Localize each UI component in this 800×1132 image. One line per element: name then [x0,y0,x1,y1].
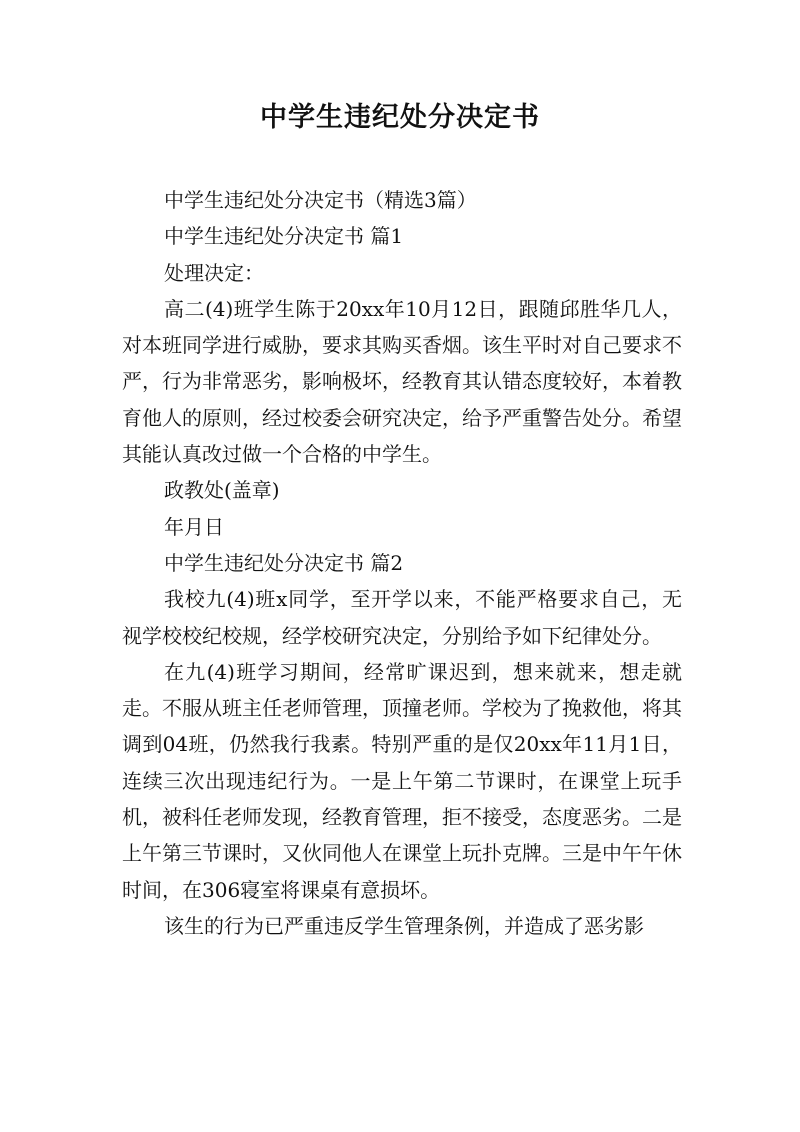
paragraph-section-1-body: 高二(4)班学生陈于20xx年10月12日，跟随邱胜华几人，对本班同学进行威胁，要求其购买香烟。该生平时对自己要求不严，行为非常恶劣，影响极坏，经教育其认错态度较好，本着教育他人的原则，经过校委会研究决定，给予严重警告处分。希望其能认真改过做一个合格的中学生。 [122,296,682,467]
paragraph-date: 年月日 [164,514,224,539]
paragraph-section-2-conclusion: 该生的行为已严重违反学生管理条例，并造成了恶劣影 [164,913,644,938]
paragraph-section-2-details: 在九(4)班学习期间，经常旷课迟到，想来就来，想走就走。不服从班主任老师管理，顶撞老师。学校为了挽救他，将其调到04班，仍然我行我素。特别严重的是仅20xx年11月1日，连续三次出现违纪行为。一是上午第二节课时，在课堂上玩手机，被科任老师发现，经教育管理，拒不接受，态度恶劣。二是上午第三节课时，又伙同他人在课堂上玩扑克牌。三是中午午休时间，在306寝室将课桌有意损坏。 [122,659,682,902]
paragraph-signature: 政教处(盖章) [164,478,280,503]
paragraph-section-2-intro: 我校九(4)班x同学，至开学以来，不能严格要求自己，无视学校校纪校规，经学校研究决定，分别给予如下纪律处分。 [122,587,682,648]
document-title: 中学生违纪处分决定书 [260,102,540,133]
paragraph-decision-label: 处理决定： [164,260,264,285]
paragraph-section-2-heading: 中学生违纪处分决定书 篇2 [164,550,404,575]
paragraph-subtitle: 中学生违纪处分决定书（精选3篇） [164,188,477,212]
document-body [122,182,682,944]
paragraph-section-1-heading: 中学生违纪处分决定书 篇1 [164,224,404,249]
